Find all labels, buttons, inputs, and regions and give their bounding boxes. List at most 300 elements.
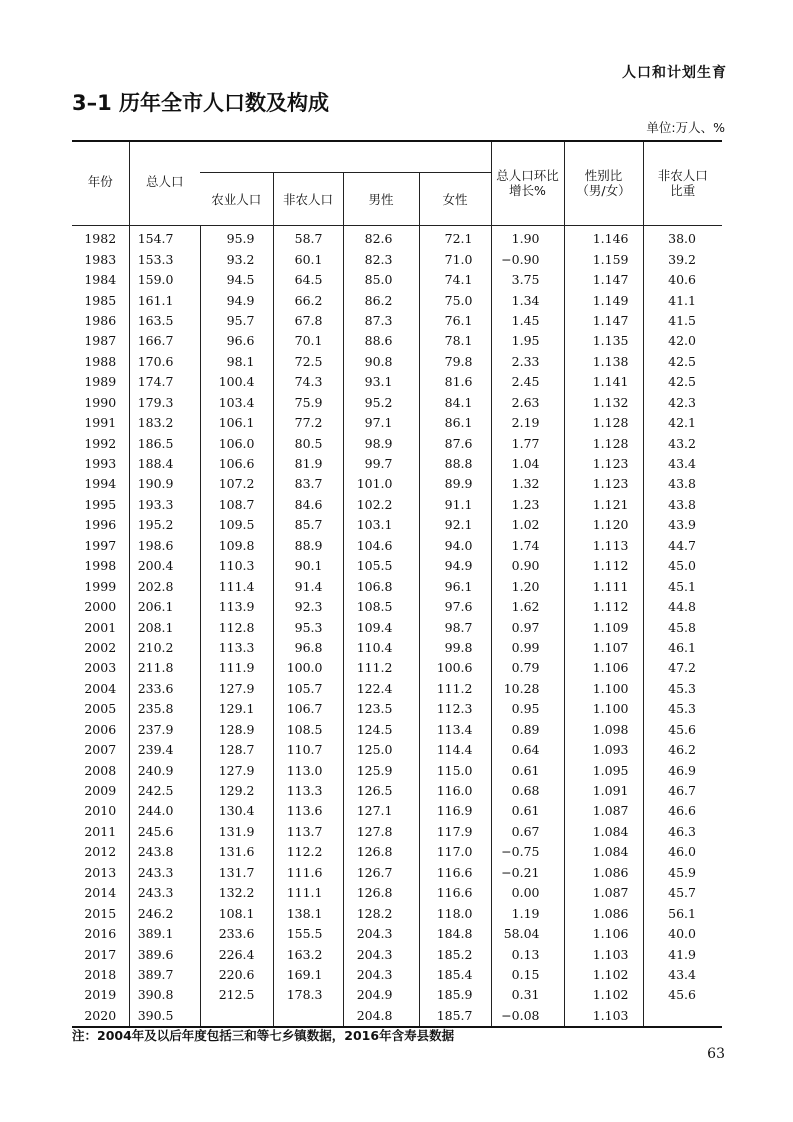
cell-growth: 0.90 (491, 556, 564, 576)
cell-female: 87.6 (419, 433, 491, 453)
cell-total: 233.6 (129, 679, 200, 699)
cell-agri: 108.1 (200, 903, 273, 923)
cell-nonagri: 91.4 (273, 576, 343, 596)
cell-agri: 96.6 (200, 331, 273, 351)
cell-agri: 95.9 (200, 226, 273, 250)
cell-male: 82.3 (343, 249, 419, 269)
cell-male: 127.1 (343, 801, 419, 821)
cell-male: 126.8 (343, 883, 419, 903)
cell-sex-ratio: 1.084 (564, 842, 643, 862)
cell-sex-ratio: 1.106 (564, 658, 643, 678)
cell-nonagri (273, 1006, 343, 1027)
cell-female: 94.0 (419, 536, 491, 556)
cell-male: 126.8 (343, 842, 419, 862)
cell-nonagri: 112.2 (273, 842, 343, 862)
cell-sex-ratio: 1.146 (564, 226, 643, 250)
cell-sex-ratio: 1.111 (564, 576, 643, 596)
cell-year: 2001 (72, 617, 129, 637)
cell-year: 1989 (72, 372, 129, 392)
cell-agri: 95.7 (200, 311, 273, 331)
cell-nonagri: 105.7 (273, 679, 343, 699)
unit-label: 单位:万人、% (646, 120, 725, 135)
cell-year: 2013 (72, 863, 129, 883)
cell-agri: 94.5 (200, 270, 273, 290)
cell-male: 126.5 (343, 781, 419, 801)
cell-agri: 111.4 (200, 576, 273, 596)
cell-male: 204.3 (343, 965, 419, 985)
cell-growth: 0.89 (491, 720, 564, 740)
cell-year: 1985 (72, 290, 129, 310)
cell-total: 163.5 (129, 311, 200, 331)
cell-nonagri-share: 43.2 (643, 433, 722, 453)
cell-sex-ratio: 1.095 (564, 760, 643, 780)
cell-female: 91.1 (419, 495, 491, 515)
table-row (72, 454, 722, 474)
cell-growth: 0.15 (491, 965, 564, 985)
cell-growth: 10.28 (491, 679, 564, 699)
cell-male: 204.3 (343, 944, 419, 964)
cell-agri: 108.7 (200, 495, 273, 515)
cell-total: 243.8 (129, 842, 200, 862)
cell-year: 2019 (72, 985, 129, 1005)
cell-nonagri: 81.9 (273, 454, 343, 474)
cell-sex-ratio: 1.112 (564, 556, 643, 576)
cell-year: 1992 (72, 433, 129, 453)
cell-female: 116.9 (419, 801, 491, 821)
cell-growth: 0.95 (491, 699, 564, 719)
cell-sex-ratio: 1.138 (564, 352, 643, 372)
cell-agri: 109.8 (200, 536, 273, 556)
cell-sex-ratio: 1.086 (564, 863, 643, 883)
cell-growth: 1.19 (491, 903, 564, 923)
cell-nonagri: 74.3 (273, 372, 343, 392)
cell-sex-ratio: 1.141 (564, 372, 643, 392)
cell-female: 117.9 (419, 822, 491, 842)
cell-agri: 131.6 (200, 842, 273, 862)
cell-male: 85.0 (343, 270, 419, 290)
cell-nonagri-share: 43.8 (643, 495, 722, 515)
cell-male: 105.5 (343, 556, 419, 576)
header-sex-ratio: 性别比 （男/女） (564, 141, 643, 226)
cell-sex-ratio: 1.149 (564, 290, 643, 310)
cell-nonagri-share: 38.0 (643, 226, 722, 250)
cell-year: 1998 (72, 556, 129, 576)
table-row (72, 760, 722, 780)
cell-nonagri: 60.1 (273, 249, 343, 269)
cell-nonagri: 163.2 (273, 944, 343, 964)
cell-male: 110.4 (343, 638, 419, 658)
cell-year: 1988 (72, 352, 129, 372)
cell-year: 2006 (72, 720, 129, 740)
cell-sex-ratio: 1.100 (564, 699, 643, 719)
cell-year: 2009 (72, 781, 129, 801)
table-row (72, 556, 722, 576)
cell-agri: 111.9 (200, 658, 273, 678)
cell-nonagri: 67.8 (273, 311, 343, 331)
cell-nonagri: 85.7 (273, 515, 343, 535)
cell-female: 185.2 (419, 944, 491, 964)
cell-sex-ratio: 1.084 (564, 822, 643, 842)
cell-sex-ratio: 1.147 (564, 270, 643, 290)
cell-growth: 0.00 (491, 883, 564, 903)
cell-growth: 0.13 (491, 944, 564, 964)
cell-male: 87.3 (343, 311, 419, 331)
cell-female: 184.8 (419, 924, 491, 944)
cell-year: 1997 (72, 536, 129, 556)
cell-total: 186.5 (129, 433, 200, 453)
cell-year: 2000 (72, 597, 129, 617)
cell-sex-ratio: 1.102 (564, 985, 643, 1005)
cell-male: 128.2 (343, 903, 419, 923)
cell-male: 99.7 (343, 454, 419, 474)
cell-growth: 2.63 (491, 393, 564, 413)
cell-nonagri-share: 40.0 (643, 924, 722, 944)
cell-female: 99.8 (419, 638, 491, 658)
cell-year: 2017 (72, 944, 129, 964)
cell-nonagri-share: 45.3 (643, 679, 722, 699)
cell-agri: 94.9 (200, 290, 273, 310)
cell-nonagri: 138.1 (273, 903, 343, 923)
cell-female: 78.1 (419, 331, 491, 351)
cell-total: 200.4 (129, 556, 200, 576)
cell-year: 2015 (72, 903, 129, 923)
cell-growth: 1.20 (491, 576, 564, 596)
cell-agri: 130.4 (200, 801, 273, 821)
cell-total: 174.7 (129, 372, 200, 392)
cell-nonagri: 92.3 (273, 597, 343, 617)
cell-agri: 226.4 (200, 944, 273, 964)
cell-year: 2020 (72, 1006, 129, 1027)
cell-total: 188.4 (129, 454, 200, 474)
cell-total: 206.1 (129, 597, 200, 617)
cell-growth: 3.75 (491, 270, 564, 290)
cell-male: 108.5 (343, 597, 419, 617)
cell-female: 116.0 (419, 781, 491, 801)
cell-nonagri-share: 39.2 (643, 249, 722, 269)
table-row (72, 699, 722, 719)
cell-female: 97.6 (419, 597, 491, 617)
cell-year: 1991 (72, 413, 129, 433)
cell-growth: 58.04 (491, 924, 564, 944)
cell-male: 82.6 (343, 226, 419, 250)
cell-nonagri: 100.0 (273, 658, 343, 678)
cell-total: 193.3 (129, 495, 200, 515)
cell-male: 93.1 (343, 372, 419, 392)
cell-year: 2010 (72, 801, 129, 821)
cell-total: 243.3 (129, 883, 200, 903)
cell-male: 109.4 (343, 617, 419, 637)
cell-female: 98.7 (419, 617, 491, 637)
table-row (72, 863, 722, 883)
cell-nonagri: 72.5 (273, 352, 343, 372)
cell-total: 389.1 (129, 924, 200, 944)
cell-growth: 1.77 (491, 433, 564, 453)
cell-agri: 109.5 (200, 515, 273, 535)
table-row (72, 638, 722, 658)
table-row (72, 985, 722, 1005)
cell-nonagri-share (643, 1006, 722, 1027)
table-row (72, 352, 722, 372)
cell-growth: 1.90 (491, 226, 564, 250)
cell-agri: 103.4 (200, 393, 273, 413)
cell-year: 2012 (72, 842, 129, 862)
cell-nonagri: 88.9 (273, 536, 343, 556)
cell-agri: 93.2 (200, 249, 273, 269)
table-row (72, 249, 722, 269)
cell-nonagri: 155.5 (273, 924, 343, 944)
cell-sex-ratio: 1.087 (564, 883, 643, 903)
cell-male: 86.2 (343, 290, 419, 310)
cell-total: 202.8 (129, 576, 200, 596)
cell-agri: 106.1 (200, 413, 273, 433)
cell-growth: 1.23 (491, 495, 564, 515)
cell-growth: 2.45 (491, 372, 564, 392)
cell-sex-ratio: 1.103 (564, 944, 643, 964)
cell-agri: 110.3 (200, 556, 273, 576)
cell-year: 1986 (72, 311, 129, 331)
cell-female: 89.9 (419, 474, 491, 494)
header-female: 女性 (419, 173, 491, 226)
cell-nonagri-share: 43.8 (643, 474, 722, 494)
cell-nonagri: 178.3 (273, 985, 343, 1005)
cell-sex-ratio: 1.128 (564, 433, 643, 453)
cell-total: 166.7 (129, 331, 200, 351)
cell-female: 113.4 (419, 720, 491, 740)
cell-growth: 2.19 (491, 413, 564, 433)
cell-female: 116.6 (419, 863, 491, 883)
cell-male: 106.8 (343, 576, 419, 596)
cell-total: 195.2 (129, 515, 200, 535)
cell-year: 2014 (72, 883, 129, 903)
cell-year: 2018 (72, 965, 129, 985)
cell-female: 112.3 (419, 699, 491, 719)
cell-female: 79.8 (419, 352, 491, 372)
cell-nonagri-share: 42.0 (643, 331, 722, 351)
cell-nonagri-share: 43.4 (643, 454, 722, 474)
cell-total: 153.3 (129, 249, 200, 269)
cell-total: 161.1 (129, 290, 200, 310)
cell-female: 84.1 (419, 393, 491, 413)
cell-sex-ratio: 1.128 (564, 413, 643, 433)
cell-nonagri: 169.1 (273, 965, 343, 985)
cell-male: 90.8 (343, 352, 419, 372)
cell-sex-ratio: 1.159 (564, 249, 643, 269)
cell-growth: 0.99 (491, 638, 564, 658)
cell-agri: 212.5 (200, 985, 273, 1005)
table-row (72, 495, 722, 515)
cell-nonagri-share: 46.0 (643, 842, 722, 862)
cell-year: 1984 (72, 270, 129, 290)
cell-male: 122.4 (343, 679, 419, 699)
footnote: 注：2004年及以后年度包括三和等七乡镇数据，2016年含寿县数据 (72, 1028, 455, 1043)
header-year: 年份 (72, 141, 129, 226)
cell-growth: −0.75 (491, 842, 564, 862)
cell-male: 127.8 (343, 822, 419, 842)
page-number: 63 (707, 1046, 725, 1062)
cell-nonagri-share: 46.2 (643, 740, 722, 760)
table-row (72, 781, 722, 801)
table-row (72, 903, 722, 923)
cell-agri: 113.3 (200, 638, 273, 658)
table-title: 3–1 历年全市人口数及构成 (72, 91, 330, 115)
cell-total: 190.9 (129, 474, 200, 494)
cell-growth: 1.62 (491, 597, 564, 617)
cell-nonagri-share: 45.8 (643, 617, 722, 637)
table-row (72, 372, 722, 392)
cell-nonagri: 83.7 (273, 474, 343, 494)
cell-sex-ratio: 1.100 (564, 679, 643, 699)
table-row (72, 617, 722, 637)
cell-total: 242.5 (129, 781, 200, 801)
cell-total: 211.8 (129, 658, 200, 678)
cell-nonagri-share: 42.5 (643, 352, 722, 372)
cell-female: 96.1 (419, 576, 491, 596)
cell-agri (200, 1006, 273, 1027)
table-row (72, 515, 722, 535)
cell-year: 1983 (72, 249, 129, 269)
cell-agri: 128.9 (200, 720, 273, 740)
cell-nonagri-share: 42.1 (643, 413, 722, 433)
table-row (72, 679, 722, 699)
table-row (72, 536, 722, 556)
cell-nonagri-share: 41.1 (643, 290, 722, 310)
cell-agri: 106.6 (200, 454, 273, 474)
cell-sex-ratio: 1.087 (564, 801, 643, 821)
cell-sex-ratio: 1.103 (564, 1006, 643, 1027)
cell-total: 198.6 (129, 536, 200, 556)
table-row (72, 822, 722, 842)
table-row (72, 270, 722, 290)
cell-year: 2003 (72, 658, 129, 678)
cell-total: 179.3 (129, 393, 200, 413)
cell-female: 118.0 (419, 903, 491, 923)
header-growth: 总人口环比 增长% (491, 141, 564, 226)
cell-nonagri-share: 56.1 (643, 903, 722, 923)
cell-agri: 131.9 (200, 822, 273, 842)
cell-agri: 127.9 (200, 760, 273, 780)
table-row (72, 965, 722, 985)
table-row (72, 883, 722, 903)
cell-growth: 1.95 (491, 331, 564, 351)
cell-male: 111.2 (343, 658, 419, 678)
cell-agri: 98.1 (200, 352, 273, 372)
cell-sex-ratio: 1.112 (564, 597, 643, 617)
cell-male: 204.9 (343, 985, 419, 1005)
cell-male: 103.1 (343, 515, 419, 535)
cell-male: 123.5 (343, 699, 419, 719)
table-row (72, 331, 722, 351)
cell-growth: 0.64 (491, 740, 564, 760)
cell-female: 88.8 (419, 454, 491, 474)
cell-nonagri: 96.8 (273, 638, 343, 658)
cell-total: 183.2 (129, 413, 200, 433)
cell-male: 124.5 (343, 720, 419, 740)
cell-growth: 0.67 (491, 822, 564, 842)
cell-agri: 131.7 (200, 863, 273, 883)
cell-female: 92.1 (419, 515, 491, 535)
cell-male: 204.3 (343, 924, 419, 944)
cell-female: 86.1 (419, 413, 491, 433)
cell-growth: 1.45 (491, 311, 564, 331)
cell-nonagri: 75.9 (273, 393, 343, 413)
cell-sex-ratio: 1.098 (564, 720, 643, 740)
cell-year: 1990 (72, 393, 129, 413)
cell-nonagri: 108.5 (273, 720, 343, 740)
cell-female: 116.6 (419, 883, 491, 903)
cell-nonagri-share: 45.1 (643, 576, 722, 596)
table-row (72, 801, 722, 821)
cell-sex-ratio: 1.121 (564, 495, 643, 515)
population-table (72, 140, 722, 1028)
cell-growth: 0.61 (491, 760, 564, 780)
section-header: 人口和计划生育 (622, 65, 727, 81)
cell-agri: 107.2 (200, 474, 273, 494)
cell-nonagri: 84.6 (273, 495, 343, 515)
table-row (72, 658, 722, 678)
cell-growth: −0.08 (491, 1006, 564, 1027)
cell-sex-ratio: 1.135 (564, 331, 643, 351)
cell-growth: 1.34 (491, 290, 564, 310)
cell-total: 240.9 (129, 760, 200, 780)
cell-growth: −0.90 (491, 249, 564, 269)
cell-growth: 1.74 (491, 536, 564, 556)
cell-year: 1993 (72, 454, 129, 474)
cell-total: 389.6 (129, 944, 200, 964)
table-row (72, 842, 722, 862)
cell-growth: 0.61 (491, 801, 564, 821)
cell-growth: 1.02 (491, 515, 564, 535)
cell-female: 117.0 (419, 842, 491, 862)
cell-year: 1982 (72, 226, 129, 250)
cell-total: 210.2 (129, 638, 200, 658)
cell-nonagri-share: 44.7 (643, 536, 722, 556)
cell-male: 98.9 (343, 433, 419, 453)
cell-nonagri: 113.6 (273, 801, 343, 821)
cell-nonagri-share: 45.6 (643, 985, 722, 1005)
cell-agri: 129.2 (200, 781, 273, 801)
cell-nonagri-share: 46.6 (643, 801, 722, 821)
table-row (72, 576, 722, 596)
cell-nonagri-share: 43.4 (643, 965, 722, 985)
cell-nonagri: 64.5 (273, 270, 343, 290)
cell-sex-ratio: 1.091 (564, 781, 643, 801)
cell-female: 71.0 (419, 249, 491, 269)
cell-total: 235.8 (129, 699, 200, 719)
cell-year: 2004 (72, 679, 129, 699)
cell-sex-ratio: 1.107 (564, 638, 643, 658)
cell-year: 2008 (72, 760, 129, 780)
cell-nonagri-share: 45.6 (643, 720, 722, 740)
header-nonagri-share: 非农人口 比重 (643, 141, 722, 226)
cell-total: 245.6 (129, 822, 200, 842)
cell-sex-ratio: 1.093 (564, 740, 643, 760)
cell-total: 239.4 (129, 740, 200, 760)
cell-male: 88.6 (343, 331, 419, 351)
cell-growth: 2.33 (491, 352, 564, 372)
header-nonagri: 非农人口 (273, 173, 343, 226)
cell-nonagri: 113.7 (273, 822, 343, 842)
cell-male: 95.2 (343, 393, 419, 413)
cell-female: 72.1 (419, 226, 491, 250)
cell-growth: 0.68 (491, 781, 564, 801)
table-row (72, 924, 722, 944)
table-body (72, 226, 722, 1028)
cell-growth: −0.21 (491, 863, 564, 883)
cell-nonagri-share: 46.1 (643, 638, 722, 658)
cell-nonagri: 70.1 (273, 331, 343, 351)
cell-agri: 233.6 (200, 924, 273, 944)
cell-nonagri: 95.3 (273, 617, 343, 637)
